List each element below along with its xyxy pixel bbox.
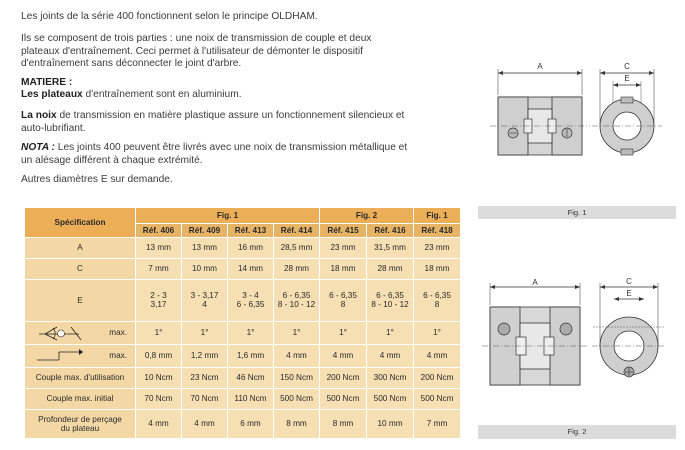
table-cell: 28 mm xyxy=(367,258,414,279)
table-cell: 6 - 6,35 8 xyxy=(320,279,367,321)
intro-paragraph-line: d'entraînement sans déconnecter le joint d'arbre. xyxy=(21,58,242,69)
table-cell: 46 Ncm xyxy=(228,367,274,388)
table-cell: 200 Ncm xyxy=(320,367,367,388)
intro-paragraph-line: plateaux d'entraînement. Ceci permet à l'utilisateur de démonter le dispositif xyxy=(21,45,363,57)
table-cell: 4 mm xyxy=(414,344,461,367)
table-cell: 4 mm xyxy=(136,409,182,438)
nota xyxy=(21,142,407,167)
fig2-caption: Fig. 2 xyxy=(478,425,676,439)
row-label: A xyxy=(25,238,136,259)
table-cell: 200 Ncm xyxy=(414,367,461,388)
fig-group-header: Fig. 1 xyxy=(136,208,320,224)
table-cell: 1° xyxy=(182,321,228,344)
noix-label: La noix xyxy=(21,110,57,121)
ref-header: Réf. 406 xyxy=(136,224,182,238)
fig1-caption: Fig. 1 xyxy=(478,206,676,219)
table-cell: 500 Ncm xyxy=(274,388,320,409)
table-cell: 4 mm xyxy=(320,344,367,367)
fig2-drawing xyxy=(480,275,675,423)
noix-text-line2: auto-lubrifiant. xyxy=(21,122,86,134)
table-cell: 6 - 6,35 8 xyxy=(414,279,461,321)
row-label-radial xyxy=(25,344,136,367)
dim-a-label: A xyxy=(537,62,543,71)
table-cell: 3 - 3,17 4 xyxy=(182,279,228,321)
ref-header: Réf. 416 xyxy=(367,224,414,238)
matiere-plateaux xyxy=(21,89,242,102)
table-cell: 16 mm xyxy=(228,238,274,259)
table-cell: 3 - 4 6 - 6,35 xyxy=(228,279,274,321)
nota-text: Les joints 400 peuvent être livrés avec une noix de transmission métallique et xyxy=(54,142,408,153)
table-cell: 500 Ncm xyxy=(367,388,414,409)
nota-label: NOTA : xyxy=(21,142,55,153)
table-cell: 1° xyxy=(136,321,182,344)
table-cell: 23 mm xyxy=(414,238,461,259)
intro-paragraph-line: Ils se composent de trois parties : une noix de transmission de couple et deux xyxy=(21,33,372,44)
noix-text: de transmission en matière plastique assure un fonctionnement silencieux et xyxy=(56,110,405,121)
matiere-noix xyxy=(21,110,404,135)
table-cell: 1° xyxy=(320,321,367,344)
ref-header: Réf. 418 xyxy=(414,224,461,238)
table-cell: 6 mm xyxy=(228,409,274,438)
table-cell: 1,6 mm xyxy=(228,344,274,367)
table-cell: 1,2 mm xyxy=(182,344,228,367)
table-cell: 4 mm xyxy=(367,344,414,367)
table-row xyxy=(25,409,461,438)
dim-c-label: C xyxy=(626,277,632,286)
table-cell: 70 Ncm xyxy=(136,388,182,409)
table-cell: 31,5 mm xyxy=(367,238,414,259)
table-cell: 14 mm xyxy=(228,258,274,279)
row-label: Couple max. initial xyxy=(25,388,136,409)
table-row xyxy=(25,388,461,409)
table-cell: 18 mm xyxy=(414,258,461,279)
dim-e-label: E xyxy=(626,289,632,298)
row-label: max. xyxy=(109,350,127,360)
table-cell: 1° xyxy=(414,321,461,344)
spec-header: Spécification xyxy=(25,208,136,238)
table-cell: 10 Ncm xyxy=(136,367,182,388)
row-label: max. xyxy=(109,327,127,337)
table-cell: 500 Ncm xyxy=(414,388,461,409)
table-cell: 500 Ncm xyxy=(320,388,367,409)
intro-line: Les joints de la série 400 fonctionnent selon le principe OLDHAM. xyxy=(21,11,318,22)
autres-note: Autres diamètres E sur demande. xyxy=(21,174,173,185)
table-cell: 2 - 3 3,17 xyxy=(136,279,182,321)
table-cell: 1° xyxy=(274,321,320,344)
nota-text-line2: un alésage différent à chaque extrémité. xyxy=(21,154,203,166)
table-cell: 13 mm xyxy=(136,238,182,259)
angular-misalignment-icon xyxy=(37,325,87,341)
table-cell: 10 mm xyxy=(367,409,414,438)
row-label: C xyxy=(25,258,136,279)
table-cell: 6 - 6,35 8 - 10 - 12 xyxy=(367,279,414,321)
table-cell: 70 Ncm xyxy=(182,388,228,409)
intro-paragraph xyxy=(21,33,372,71)
table-row xyxy=(25,344,461,367)
table-cell: 4 mm xyxy=(182,409,228,438)
spec-table xyxy=(24,207,461,439)
table-cell: 13 mm xyxy=(182,238,228,259)
table-cell: 1° xyxy=(367,321,414,344)
matiere-heading: MATIERE : xyxy=(21,77,73,88)
table-cell: 1° xyxy=(228,321,274,344)
table-cell: 23 Ncm xyxy=(182,367,228,388)
plateaux-label: Les plateaux xyxy=(21,89,83,100)
table-cell: 28,5 mm xyxy=(274,238,320,259)
table-cell: 10 mm xyxy=(182,258,228,279)
ref-header: Réf. 415 xyxy=(320,224,367,238)
ref-header: Réf. 414 xyxy=(274,224,320,238)
dim-a-label: A xyxy=(532,278,538,287)
table-cell: 6 - 6,35 8 - 10 - 12 xyxy=(274,279,320,321)
dim-e-label: E xyxy=(624,74,630,83)
table-cell: 23 mm xyxy=(320,238,367,259)
table-cell: 0,8 mm xyxy=(136,344,182,367)
table-cell: 150 Ncm xyxy=(274,367,320,388)
table-cell: 18 mm xyxy=(320,258,367,279)
table-cell: 300 Ncm xyxy=(367,367,414,388)
fig-group-header: Fig. 2 xyxy=(320,208,414,224)
fig1-drawing xyxy=(480,55,675,203)
plateaux-text: d'entraînement sont en aluminium. xyxy=(82,89,242,100)
ref-header: Réf. 409 xyxy=(182,224,228,238)
table-row xyxy=(25,238,461,259)
dim-c-label: C xyxy=(624,62,630,71)
table-cell: 28 mm xyxy=(274,258,320,279)
table-cell: 4 mm xyxy=(274,344,320,367)
table-row xyxy=(25,258,461,279)
table-row xyxy=(25,321,461,344)
row-label: Couple max. d'utilisation xyxy=(25,367,136,388)
table-cell: 7 mm xyxy=(414,409,461,438)
row-label: Profondeur de perçage du plateau xyxy=(25,409,136,438)
table-cell: 7 mm xyxy=(136,258,182,279)
table-cell: 8 mm xyxy=(320,409,367,438)
table-cell: 110 Ncm xyxy=(228,388,274,409)
table-row xyxy=(25,279,461,321)
row-label-angular xyxy=(25,321,136,344)
ref-header: Réf. 413 xyxy=(228,224,274,238)
radial-misalignment-icon xyxy=(35,348,87,364)
row-label: E xyxy=(25,279,136,321)
fig-group-header: Fig. 1 xyxy=(414,208,461,224)
table-row xyxy=(25,367,461,388)
table-cell: 8 mm xyxy=(274,409,320,438)
